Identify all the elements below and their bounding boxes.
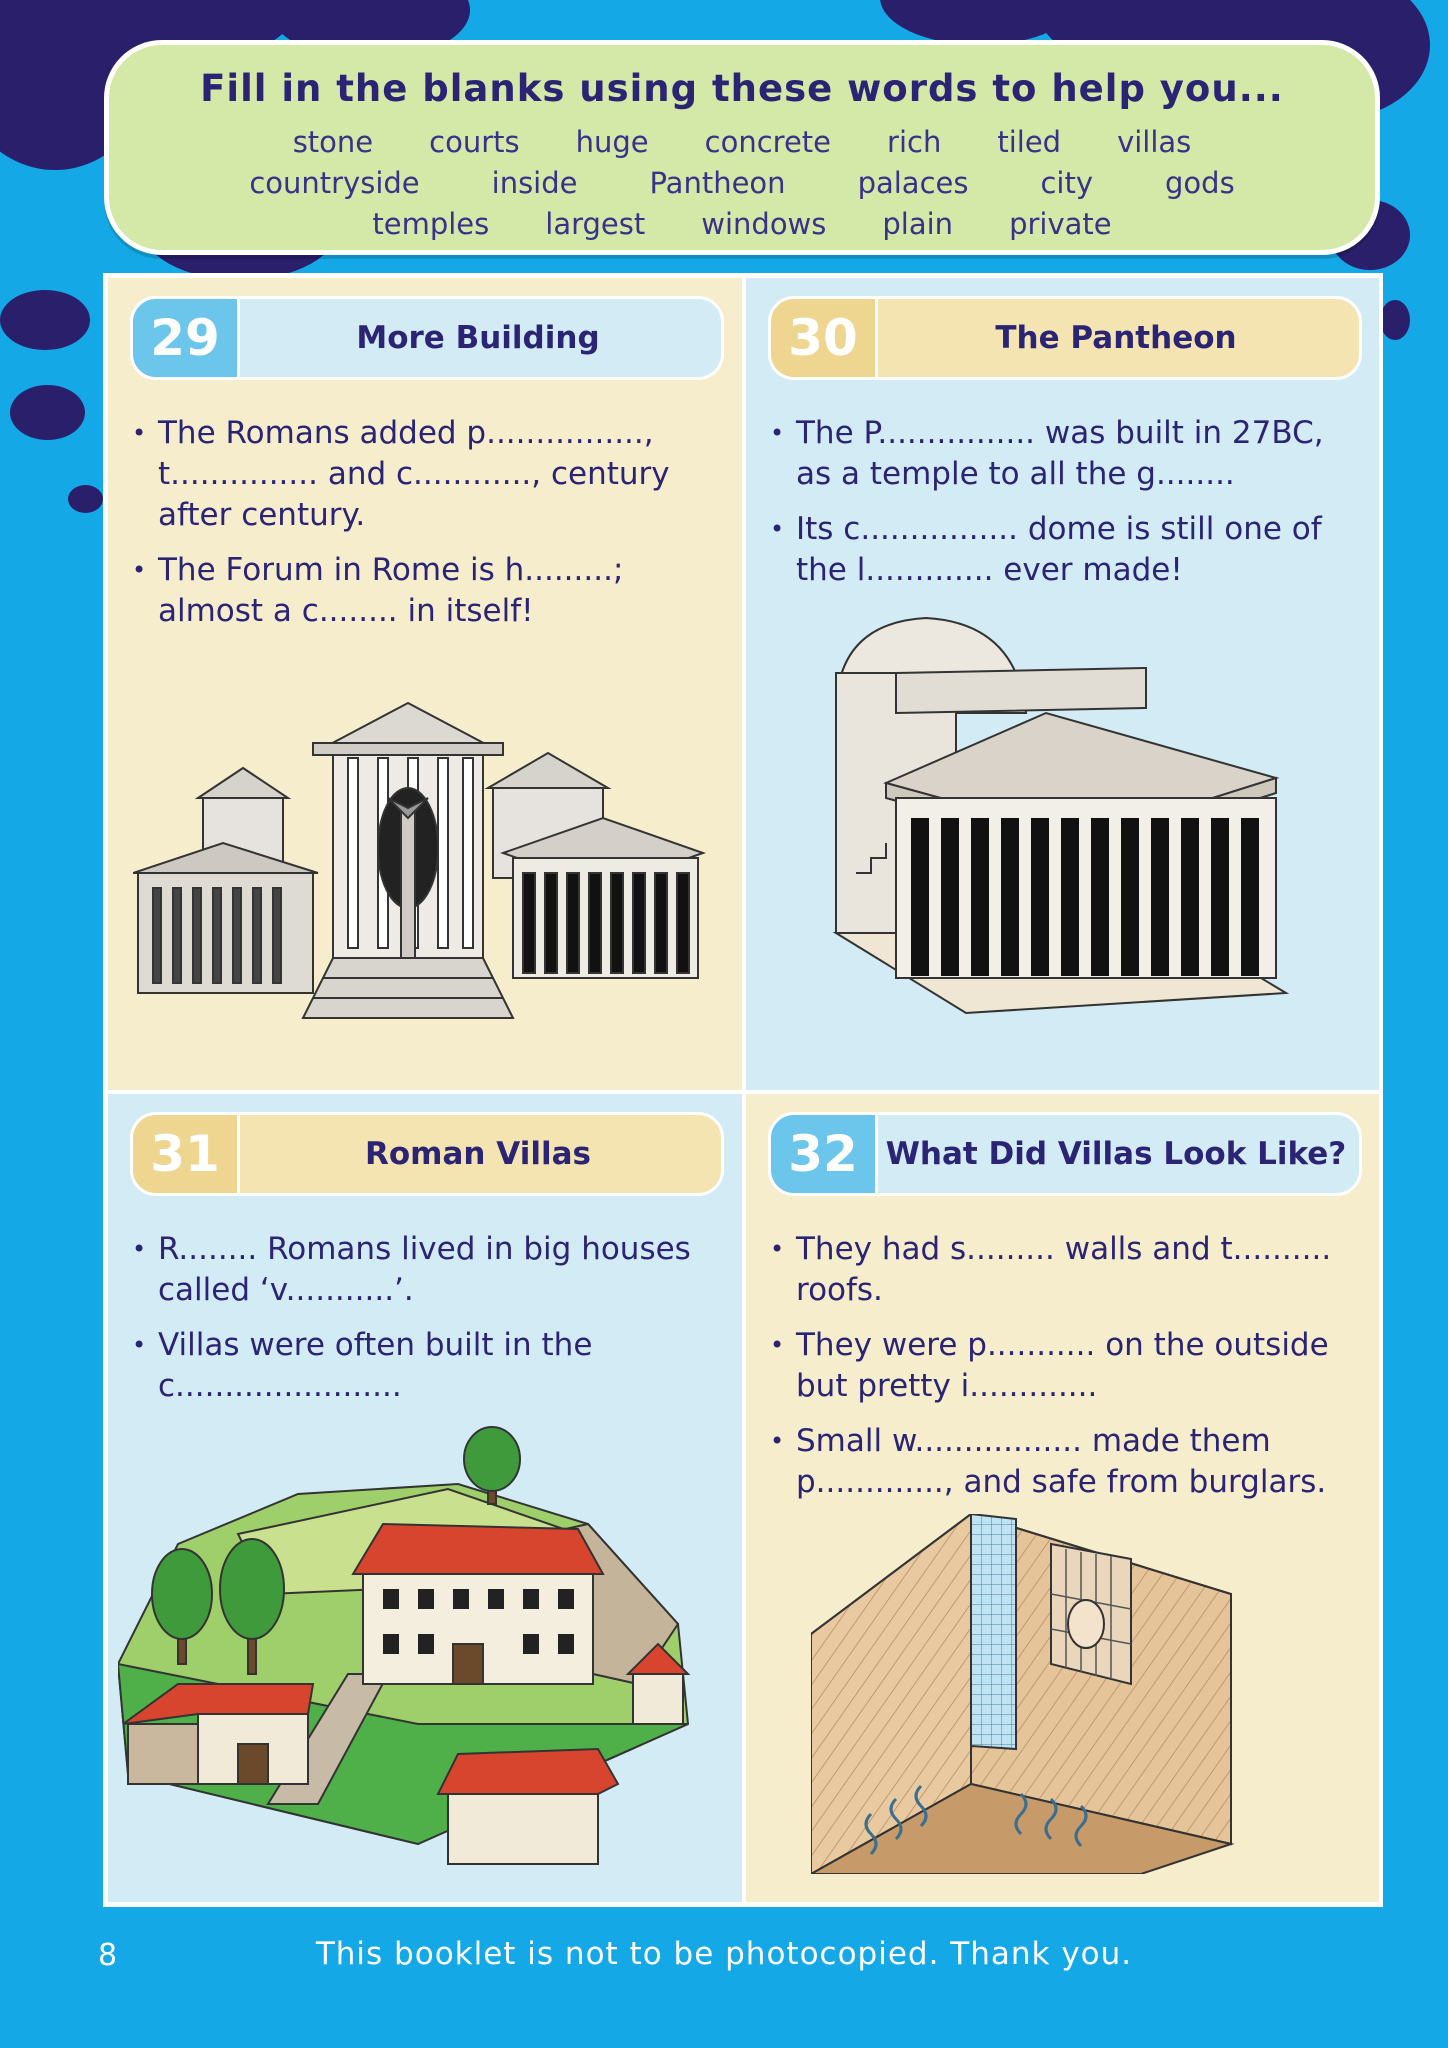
word: Pantheon bbox=[649, 166, 786, 200]
panel-title: What Did Villas Look Like? bbox=[885, 1136, 1347, 1172]
panel-grid bbox=[103, 273, 1383, 1907]
panel-29 bbox=[108, 278, 742, 1090]
bullet-item: • The P................ was built in 27BC, as a temple to all the g........ bbox=[768, 413, 1359, 495]
word: city bbox=[1040, 166, 1094, 200]
cloud-decoration bbox=[68, 485, 103, 513]
word: villas bbox=[1117, 125, 1192, 159]
word-row bbox=[109, 125, 1375, 159]
bullet-item: • Villas were often built in the c....................... bbox=[130, 1325, 722, 1407]
word: palaces bbox=[857, 166, 969, 200]
word: largest bbox=[545, 207, 646, 241]
word: stone bbox=[292, 125, 374, 159]
bullet-item: • They had s......... walls and t.......... roofs. bbox=[768, 1229, 1359, 1311]
panel-title: The Pantheon bbox=[995, 320, 1237, 356]
panel-header bbox=[768, 296, 1362, 380]
pantheon-illustration bbox=[826, 613, 1316, 1053]
panel-32 bbox=[746, 1094, 1379, 1902]
bullet-item: • Small w................. made them p............., and safe from burglars. bbox=[768, 1421, 1359, 1503]
bullet-item: • Its c................ dome is still one of the l............. ever made! bbox=[768, 509, 1359, 591]
word: rich bbox=[887, 125, 942, 159]
panel-header bbox=[768, 1112, 1362, 1196]
bullet-item: • R........ Romans lived in big houses called ‘v...........’. bbox=[130, 1229, 722, 1311]
word: plain bbox=[882, 207, 954, 241]
panel-header bbox=[130, 296, 724, 380]
cloud-decoration bbox=[1380, 300, 1410, 340]
word: windows bbox=[701, 207, 827, 241]
page-number: 8 bbox=[98, 1938, 118, 1973]
word-bank bbox=[104, 40, 1380, 255]
bullet-item: • The Romans added p................, t............... and c............, century after century. bbox=[130, 413, 722, 536]
word-bank-heading: Fill in the blanks using these words to help you... bbox=[200, 67, 1284, 110]
panel-31 bbox=[108, 1094, 742, 1902]
bullet-item: • The Forum in Rome is h.........; almost a c........ in itself! bbox=[130, 550, 722, 632]
copyright-note: This booklet is not to be photocopied. Thank you. bbox=[315, 1936, 1133, 1972]
bullet-list bbox=[130, 1229, 722, 1421]
bullet-list bbox=[768, 1229, 1359, 1517]
word: tiled bbox=[997, 125, 1062, 159]
panel-header bbox=[130, 1112, 724, 1196]
bullet-list bbox=[130, 413, 722, 646]
word-row bbox=[109, 166, 1375, 200]
word-row bbox=[109, 207, 1375, 241]
word: huge bbox=[575, 125, 649, 159]
villa-illustration bbox=[118, 1424, 738, 1884]
panel-title: Roman Villas bbox=[365, 1136, 591, 1172]
panel-number: 30 bbox=[768, 296, 878, 380]
word: courts bbox=[429, 125, 520, 159]
bullet-list bbox=[768, 413, 1359, 605]
panel-30 bbox=[746, 278, 1379, 1090]
bullet-item: • They were p........... on the outside but pretty i............. bbox=[768, 1325, 1359, 1407]
panel-number: 32 bbox=[768, 1112, 878, 1196]
word: concrete bbox=[704, 125, 832, 159]
word: temples bbox=[372, 207, 490, 241]
cloud-decoration bbox=[10, 385, 85, 440]
forum-illustration bbox=[133, 688, 723, 1038]
villa-interior-illustration bbox=[811, 1514, 1241, 1874]
panel-number: 31 bbox=[130, 1112, 240, 1196]
word: countryside bbox=[249, 166, 420, 200]
panel-number: 29 bbox=[130, 296, 240, 380]
word: gods bbox=[1165, 166, 1235, 200]
word: private bbox=[1009, 207, 1112, 241]
panel-title: More Building bbox=[356, 320, 600, 356]
cloud-decoration bbox=[0, 290, 90, 350]
word: inside bbox=[491, 166, 578, 200]
